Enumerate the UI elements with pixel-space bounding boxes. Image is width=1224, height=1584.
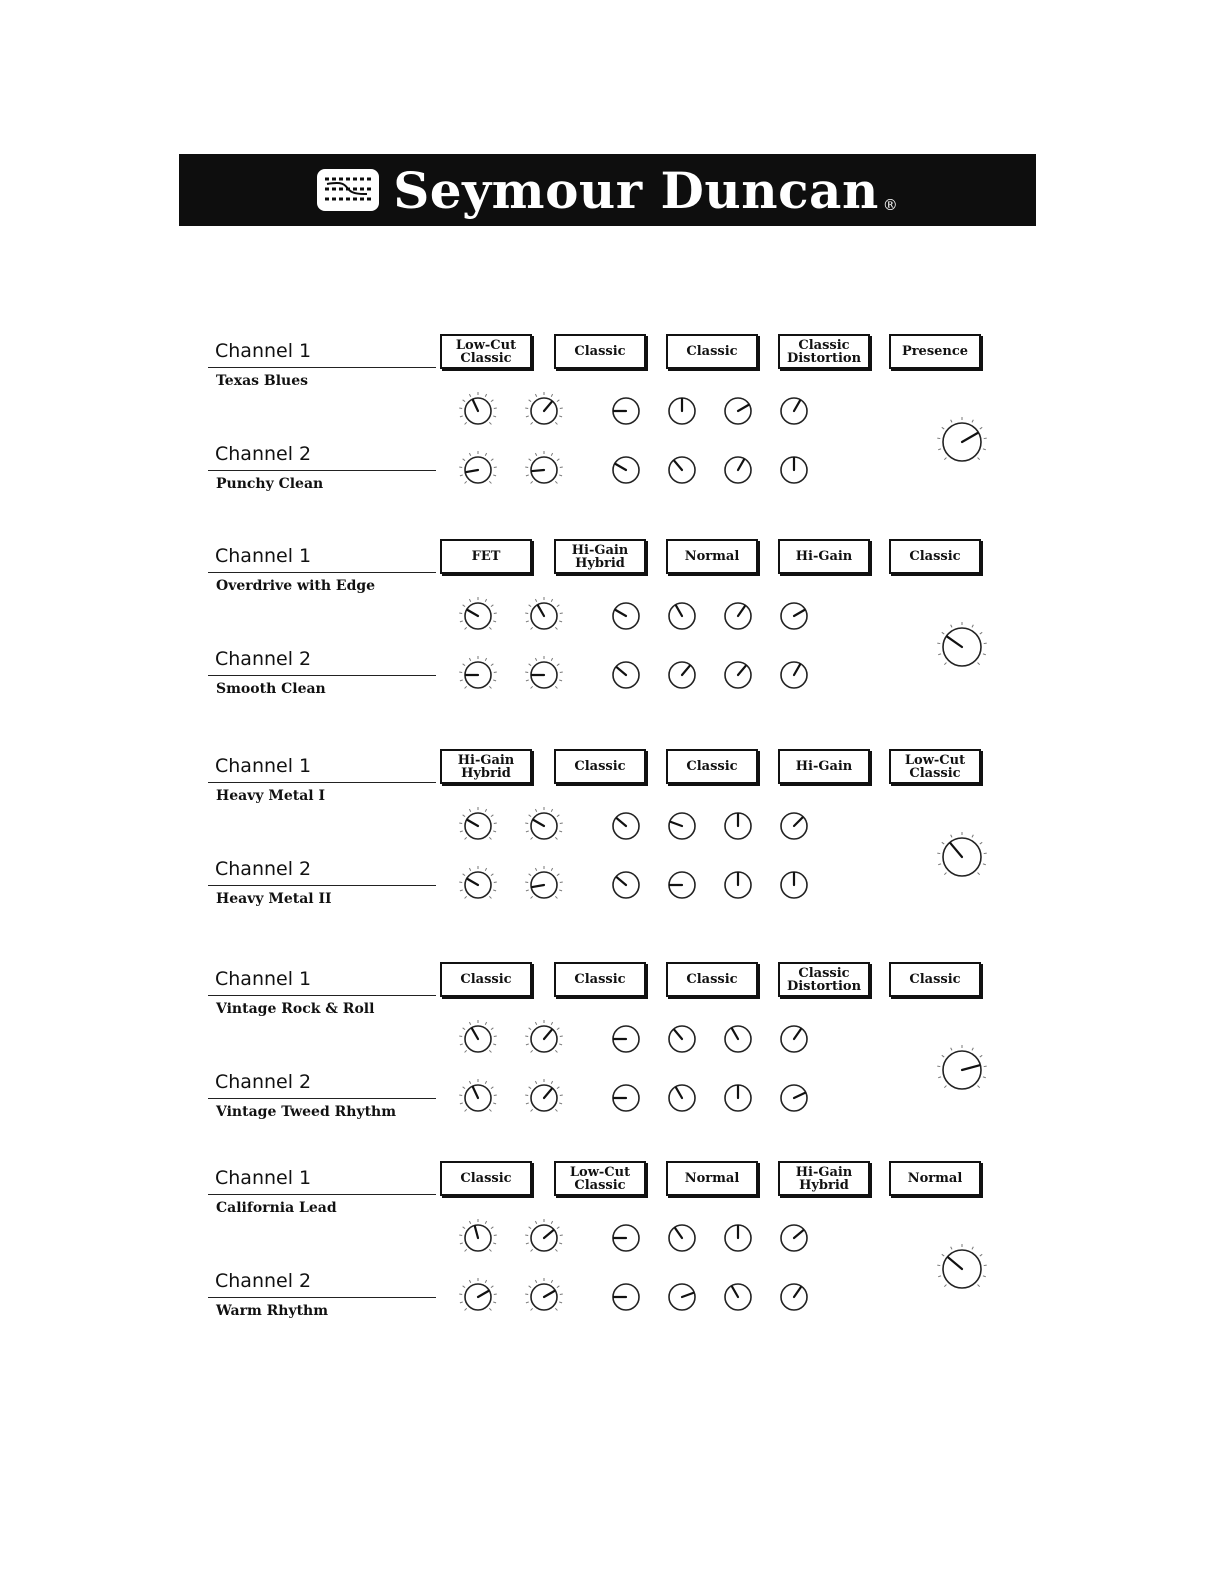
channel-1-preset: Heavy Metal I [216, 788, 326, 804]
mode-box-3: Classic [666, 962, 758, 997]
ch1-knob-2 [525, 1219, 563, 1251]
channel-2-preset: Warm Rhythm [216, 1303, 329, 1319]
preset-section-5 [0, 1157, 1224, 1357]
humbucker-logo-icon [317, 167, 379, 213]
ch1-knob-3 [613, 813, 639, 839]
master-dial [937, 622, 986, 666]
mode-box-4: Classic Distortion [778, 962, 870, 997]
knob-layer [0, 958, 1224, 1158]
mode-box-1: Hi-Gain Hybrid [440, 749, 532, 784]
mode-box-5: Normal [889, 1161, 981, 1196]
channel-1-preset: Vintage Rock & Roll [216, 1001, 375, 1017]
ch1-knob-3 [613, 398, 639, 424]
ch1-knob-1 [459, 807, 497, 839]
ch1-knob-1 [459, 597, 497, 629]
mode-box-1: FET [440, 539, 532, 574]
ch1-knob-2 [525, 392, 563, 424]
knob-layer [0, 535, 1224, 735]
ch2-knob-5 [725, 1085, 751, 1111]
ch1-knob-4 [669, 813, 695, 839]
ch1-knob-5 [725, 1225, 751, 1251]
ch2-knob-2 [525, 866, 563, 898]
mode-box-4: Hi-Gain [778, 749, 870, 784]
mode-box-1: Classic [440, 962, 532, 997]
channel-2-preset: Vintage Tweed Rhythm [216, 1104, 397, 1120]
ch1-knob-3 [613, 1026, 639, 1052]
ch2-knob-4 [669, 872, 695, 898]
ch2-knob-6 [781, 457, 807, 483]
ch1-knob-6 [781, 1225, 807, 1251]
ch1-knob-3 [613, 1225, 639, 1251]
master-dial [937, 417, 986, 461]
ch2-knob-2 [525, 1278, 563, 1310]
channel-1-label: Channel 1 [215, 1167, 312, 1189]
ch1-knob-1 [459, 1020, 497, 1052]
mode-box-4: Classic Distortion [778, 334, 870, 369]
channel-1-label: Channel 1 [215, 755, 312, 777]
channel-2-label: Channel 2 [215, 648, 312, 670]
ch1-knob-4 [669, 1026, 695, 1052]
channel-2-label: Channel 2 [215, 1071, 312, 1093]
ch1-knob-6 [781, 398, 807, 424]
ch2-knob-4 [669, 457, 695, 483]
channel-1-label: Channel 1 [215, 968, 312, 990]
ch1-knob-6 [781, 1026, 807, 1052]
channel-2-label: Channel 2 [215, 1270, 312, 1292]
mode-box-5: Classic [889, 962, 981, 997]
ch1-knob-5 [725, 1026, 751, 1052]
ch2-knob-1 [459, 1278, 497, 1310]
mode-box-5: Classic [889, 539, 981, 574]
mode-box-4: Hi-Gain Hybrid [778, 1161, 870, 1196]
mode-box-2: Classic [554, 749, 646, 784]
ch2-knob-3 [613, 662, 639, 688]
ch2-knob-4 [669, 1284, 695, 1310]
ch2-knob-5 [725, 662, 751, 688]
ch2-knob-6 [781, 662, 807, 688]
mode-box-4: Hi-Gain [778, 539, 870, 574]
ch1-knob-2 [525, 1020, 563, 1052]
ch2-knob-3 [613, 1085, 639, 1111]
mode-box-1: Low-Cut Classic [440, 334, 532, 369]
master-dial [937, 1045, 986, 1089]
ch1-knob-3 [613, 603, 639, 629]
ch1-knob-2 [525, 597, 563, 629]
mode-box-5: Low-Cut Classic [889, 749, 981, 784]
ch2-knob-5 [725, 872, 751, 898]
ch2-knob-5 [725, 1284, 751, 1310]
ch1-knob-1 [459, 392, 497, 424]
ch1-knob-5 [725, 603, 751, 629]
ch2-knob-6 [781, 1284, 807, 1310]
preset-section-2 [0, 535, 1224, 735]
ch2-knob-5 [725, 457, 751, 483]
ch2-knob-4 [669, 662, 695, 688]
knob-layer [0, 330, 1224, 530]
ch2-knob-3 [613, 872, 639, 898]
channel-1-preset: Texas Blues [216, 373, 309, 389]
channel-2-preset: Smooth Clean [216, 681, 326, 697]
mode-box-2: Low-Cut Classic [554, 1161, 646, 1196]
ch1-knob-6 [781, 603, 807, 629]
channel-2-label: Channel 2 [215, 443, 312, 465]
ch2-knob-2 [525, 656, 563, 688]
mode-box-2: Classic [554, 334, 646, 369]
mode-box-2: Hi-Gain Hybrid [554, 539, 646, 574]
mode-box-5: Presence [889, 334, 981, 369]
mode-box-2: Classic [554, 962, 646, 997]
ch2-knob-4 [669, 1085, 695, 1111]
brand-banner [179, 154, 1036, 226]
channel-1-preset: Overdrive with Edge [216, 578, 376, 594]
ch2-knob-6 [781, 1085, 807, 1111]
mode-box-3: Classic [666, 334, 758, 369]
ch2-knob-1 [459, 866, 497, 898]
channel-2-preset: Heavy Metal II [216, 891, 332, 907]
ch1-knob-5 [725, 813, 751, 839]
master-dial [937, 832, 986, 876]
ch1-knob-2 [525, 807, 563, 839]
knob-layer [0, 745, 1224, 945]
channel-1-label: Channel 1 [215, 340, 312, 362]
ch2-knob-2 [525, 1079, 563, 1111]
knob-layer [0, 1157, 1224, 1357]
ch1-knob-6 [781, 813, 807, 839]
channel-2-preset: Punchy Clean [216, 476, 324, 492]
ch1-knob-5 [725, 398, 751, 424]
preset-section-1 [0, 330, 1224, 530]
ch1-knob-4 [669, 398, 695, 424]
ch1-knob-1 [459, 1219, 497, 1251]
master-dial [937, 1244, 986, 1288]
channel-1-preset: California Lead [216, 1200, 337, 1216]
ch2-knob-6 [781, 872, 807, 898]
preset-section-3 [0, 745, 1224, 945]
ch1-knob-4 [669, 603, 695, 629]
ch2-knob-1 [459, 451, 497, 483]
preset-section-4 [0, 958, 1224, 1158]
ch1-knob-4 [669, 1225, 695, 1251]
ch2-knob-1 [459, 1079, 497, 1111]
registered-mark: ® [882, 196, 898, 214]
ch2-knob-3 [613, 1284, 639, 1310]
mode-box-3: Classic [666, 749, 758, 784]
ch2-knob-2 [525, 451, 563, 483]
ch2-knob-1 [459, 656, 497, 688]
mode-box-3: Normal [666, 539, 758, 574]
channel-1-label: Channel 1 [215, 545, 312, 567]
brand-name: Seymour Duncan [393, 160, 879, 220]
mode-box-1: Classic [440, 1161, 532, 1196]
ch2-knob-3 [613, 457, 639, 483]
mode-box-3: Normal [666, 1161, 758, 1196]
channel-2-label: Channel 2 [215, 858, 312, 880]
